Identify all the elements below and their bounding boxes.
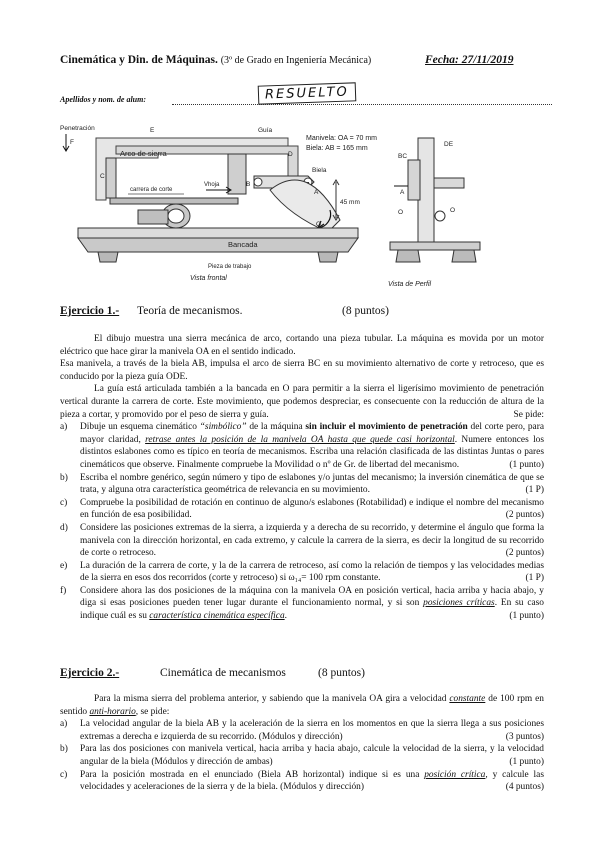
ex2-title [60, 667, 540, 679]
ex1-name: Ejercicio 1.- [60, 305, 120, 317]
label-dim-biela: Biela: AB = 165 mm [306, 145, 368, 152]
bancada [78, 228, 358, 238]
label-bancada: Bancada [228, 240, 258, 249]
ex1-item-c: c) Compruebe la posibilidad de rotación en continuo de alguno/s eslabones (Rotabilidad) e indique el nombre del mecanismo en función de esa posibilidad. (2 puntos) [60, 497, 544, 521]
ex1-title [60, 305, 540, 317]
exam-date: Fecha: 27/11/2019 [425, 54, 514, 66]
label-biela: Biela [312, 167, 327, 174]
label-penetracion: Penetración [60, 125, 95, 132]
label-carrera: carrera de corte [130, 187, 173, 193]
label-vista-perfil: Vista de Perfil [388, 281, 432, 288]
ex1-paragraph-1: El dibujo muestra una sierra mecánica de arco, cortando una pieza tubular. La máquina es movida por un motor eléctrico que hace girar la manivela OA en el sentido indicado. [60, 334, 544, 357]
ex1-paragraph-2: Esa manivela, a través de la biela AB, impulsa el arco de sierra BC en su movimiento alternativo de corte y retroceso, que es conducido por la pieza guía ODE. [60, 359, 544, 382]
label-dim-manivela: Manivela: OA = 70 mm [306, 135, 378, 142]
label-f: F [70, 139, 74, 146]
label-o-profile: O [398, 209, 404, 216]
student-name-line [172, 104, 552, 105]
ex1-item-d: d) Considere las posiciones extremas de la sierra, a izquierda y a derecha de su recorrido, y determine el ángulo que forma la manivela con la dirección horizontal, en cada extremo, y calcule la carrera de la sierra, es decir la longitud de su recorrido de corte o retroceso. (2 puntos) [60, 522, 544, 559]
page-header [60, 54, 514, 66]
ex2-paragraph-1: Para la misma sierra del problema anterior, y sabiendo que la manivela OA gira a velocidad constante de 100 rpm en sentido anti-horario, se pide: [60, 694, 544, 717]
ex2-body [60, 693, 544, 794]
saw-figure [58, 120, 548, 292]
label-b: B [246, 181, 251, 188]
label-d: D [288, 151, 293, 158]
front-view [63, 134, 358, 262]
ex1-item-e: e) La duración de la carrera de corte, y la de la carrera de retroceso, así como la relación de tiempos y las velocidades medias de la sierra en esos dos recorridos (corte y retroceso) si ω₁₄= 100 rpm constante. (1 P) [60, 560, 544, 584]
label-arco: Arco de sierra [120, 149, 167, 158]
label-pieza: Pieza de trabajo [208, 264, 252, 270]
ex1-body [60, 333, 544, 623]
label-guia: Guía [258, 127, 273, 134]
label-o-profile-2: O [450, 207, 456, 214]
ex2-item-a: a) La velocidad angular de la biela AB y la aceleración de la sierra en los momentos en que la sierra llega a sus posiciones extremas a derecha e izquierda de su recorrido. (Módulos y dirección) (3 puntos) [60, 719, 544, 742]
ex1-item-b: b) Escriba el nombre genérico, según número y tipo de eslabones y/o juntas del mecanismo; la inversión cinemática de que se trata, y alguna otra característica geométrica de relevancia en su movimiento. (1 P) [60, 472, 544, 496]
ex1-paragraph-3: La guía está articulada también a la bancada en O para permitir a la sierra el ligerísimo movimiento de penetración vertical durante la carrera de corte. Este movimiento, que podemos despreciar, es consecuente con la reducción de altura de la pieza a cortar, y promovido por el peso de sierra y guía. Se pide: [60, 384, 544, 420]
label-c: C [100, 173, 105, 180]
ex2-points: (8 puntos) [318, 667, 365, 679]
label-a-profile: A [400, 189, 405, 196]
label-45mm: 45 mm [340, 199, 360, 206]
student-name-label: Apellidos y nom. de alum: [60, 95, 146, 104]
label-bc: BC [398, 153, 408, 160]
course-subtitle: (3º de Grado en Ingeniería Mecánica) [220, 55, 372, 66]
ex2-item-c: c) Para la posición mostrada en el enunciado (Biela AB horizontal) indique si es una posición crítica, y calcule las velocidades y aceleraciones de la sierra y de la biela. (Módulos y dirección) (4 puntos) [60, 769, 544, 793]
ex1-item-f: f) Considere ahora las dos posiciones de la máquina con la manivela OA en posición vertical, hacia arriba y hacia abajo, y diga si esas posiciones pueden tener lugar durante el funcionamiento normal, y si son posiciones críticas. En su caso indique cuál es su característica cinemática específica. (1 punto) [60, 585, 544, 622]
ex2-item-b: b) Para las dos posiciones con manivela vertical, hacia arriba y hacia abajo, calcule la velocidad de la sierra, y la velocidad angular de la biela (Módulos y dirección de ambas) (1 punto) [60, 744, 544, 767]
label-vhoja: Vhoja [204, 182, 220, 188]
ex2-topic: Cinemática de mecanismos [160, 667, 286, 679]
label-a: A [314, 189, 319, 196]
label-de: DE [444, 141, 454, 148]
ex1-points: (8 puntos) [342, 305, 389, 317]
label-e: E [150, 127, 155, 134]
course-title: Cinemática y Din. de Máquinas. [60, 54, 218, 66]
saw-blade [110, 198, 238, 204]
ex1-se-pide: Se pide: [513, 409, 544, 420]
resuelto-stamp: RESUELTO [258, 82, 356, 104]
ex2-name: Ejercicio 2.- [60, 667, 120, 679]
label-o: O [316, 221, 322, 228]
ex1-topic: Teoría de mecanismos. [137, 305, 243, 317]
label-vista-frontal: Vista frontal [190, 275, 227, 282]
ex1-item-a: a) Dibuje un esquema cinemático “simbólico” de la máquina sin incluir el movimiento de penetración del corte pero, para mayor claridad, retrase antes la posición de la manivela OA hasta que quede casi horizontal. Numere entonces los distintos eslabones como es típico en teoría de mecanismos. Escriba una relación clasificada de las distintas Juntas o pares cinemáticos que observe. Finalmente compruebe la Movilidad o nº de Gr. de libertad del mecanismo. (1 punto) [60, 422, 545, 470]
